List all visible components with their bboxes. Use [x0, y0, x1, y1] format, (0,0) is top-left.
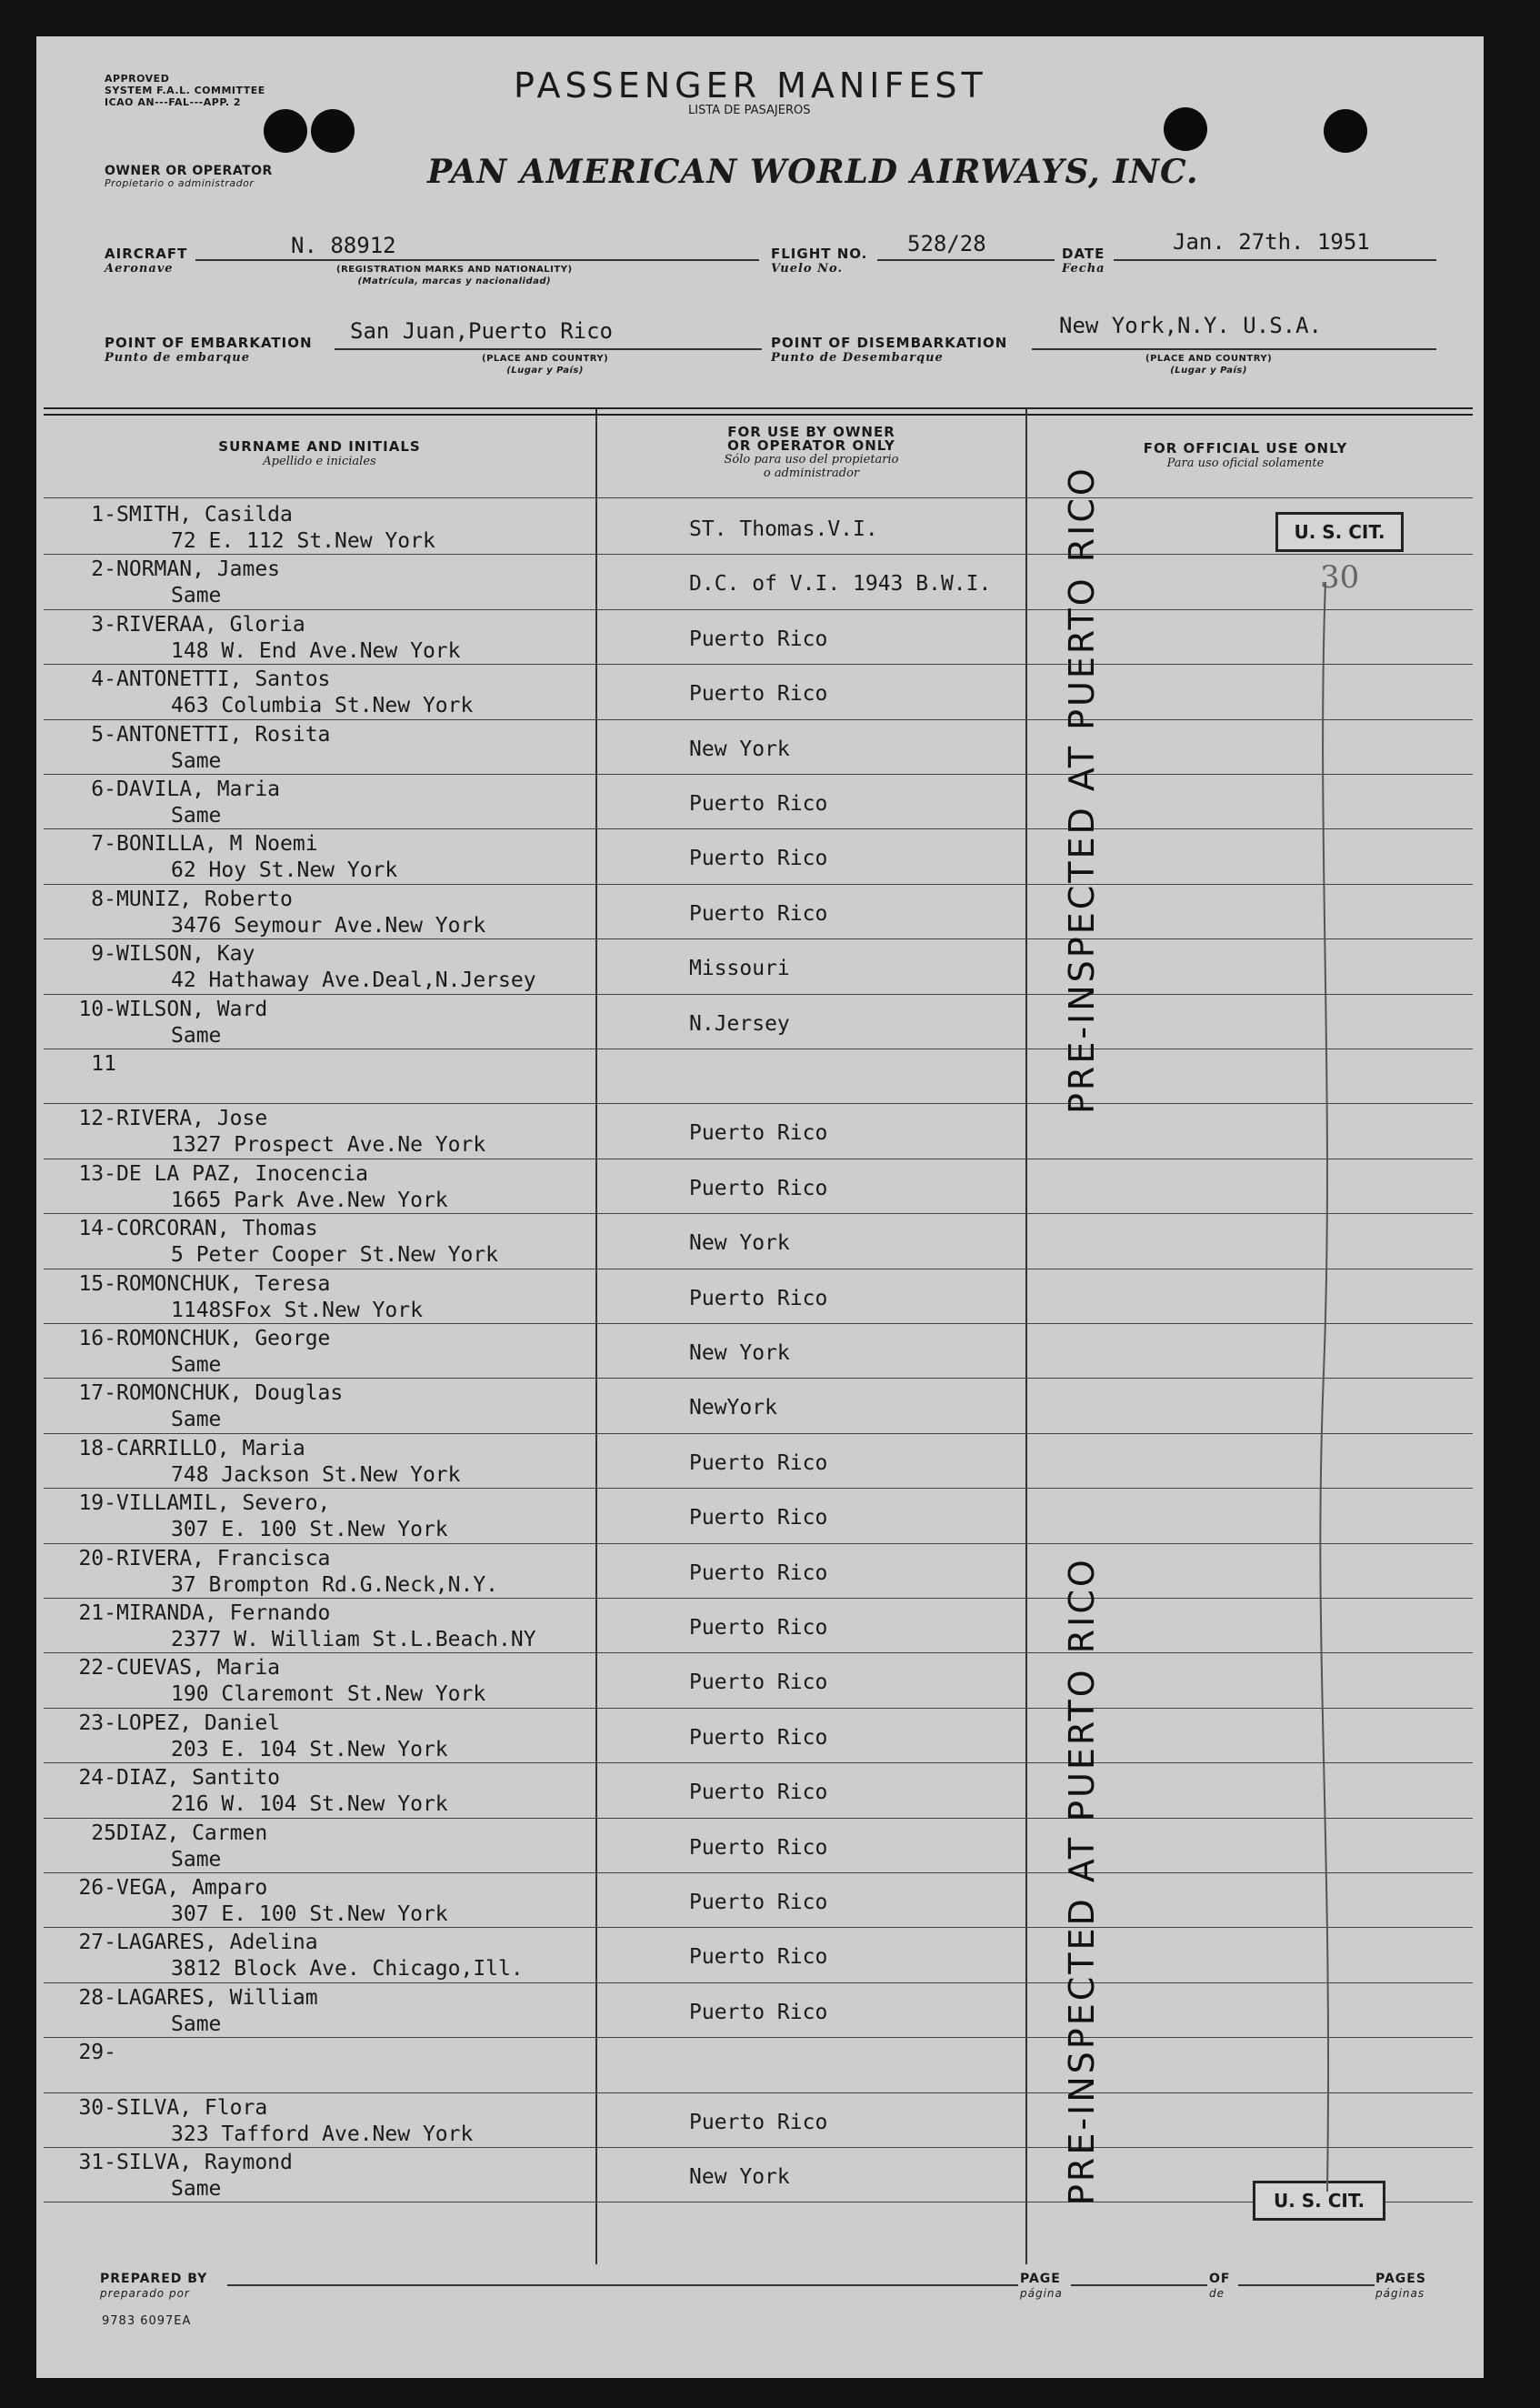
passenger-name: ANTONETTI, Rosita [116, 722, 331, 747]
passenger-address: 3476 Seymour Ave.New York [171, 913, 486, 938]
passenger-origin: Puerto Rico [689, 792, 828, 816]
preinspected-stamp-2: PRE-INSPECTED AT PUERTO RICO [1062, 1557, 1102, 2205]
passenger-origin: Puerto Rico [689, 1891, 828, 1914]
disembark-underline [1032, 348, 1436, 350]
page-underline [1071, 2284, 1207, 2286]
passenger-name: WILSON, Kay [116, 942, 255, 967]
disembark-note: (PLACE AND COUNTRY) (Lugar y País) [1145, 354, 1273, 376]
passenger-origin: ST. Thomas.V.I. [689, 517, 878, 541]
row-number: 13- [78, 1161, 116, 1186]
passenger-origin: Puerto Rico [689, 1121, 828, 1146]
passenger-address: 3812 Block Ave. Chicago,Ill. [171, 1957, 524, 1982]
passenger-address: Same [171, 1353, 222, 1377]
passenger-address: 203 E. 104 St.New York [171, 1737, 448, 1761]
col-header-surname: SURNAME AND INITIALS Apellido e iniciales [218, 438, 421, 468]
passenger-origin: Puerto Rico [689, 627, 828, 651]
table-row [44, 1378, 1473, 1432]
passenger-address: Same [171, 2177, 222, 2201]
passenger-address: 42 Hathaway Ave.Deal,N.Jersey [171, 968, 536, 993]
row-number: 10- [78, 997, 116, 1021]
passenger-origin: Puerto Rico [689, 1560, 828, 1585]
row-number: 29- [78, 2041, 116, 2065]
table-row [44, 1543, 1473, 1598]
disembark-label: POINT OF DISEMBARKATION Punto de Desembarque [771, 335, 1008, 365]
row-number: 21- [78, 1601, 116, 1625]
row-number: 8- [91, 887, 116, 911]
row-number: 28- [78, 1985, 116, 2010]
passenger-name: LAGARES, William [116, 1985, 318, 2010]
passenger-address: 307 E. 100 St.New York [171, 1902, 448, 1926]
page-label: PAGE página [1020, 2272, 1063, 2300]
date-label: DATE Fecha [1062, 246, 1105, 276]
table-row [44, 1159, 1473, 1213]
passenger-origin: Puerto Rico [689, 682, 828, 707]
passenger-origin: N.Jersey [689, 1011, 790, 1036]
approval-block [105, 73, 265, 108]
table-row [44, 1708, 1473, 1762]
handwritten-count: 30 [1320, 559, 1360, 596]
table-row [44, 1103, 1473, 1158]
table-top-rule-2 [44, 414, 1473, 416]
passenger-name: CARRILLO, Maria [116, 1436, 305, 1460]
row-number: 26- [78, 1876, 116, 1900]
passenger-name: DE LA PAZ, Inocencia [116, 1161, 368, 1186]
aircraft-value: N. 88912 [291, 233, 396, 258]
row-number: 1- [91, 503, 116, 527]
row-number: 25 [91, 1821, 116, 1845]
passenger-address: 323 Tafford Ave.New York [171, 2122, 474, 2146]
table-row [44, 1433, 1473, 1488]
passenger-name: RIVERA, Francisca [116, 1546, 331, 1570]
handwritten-mark [1309, 555, 1345, 2210]
passenger-name: SILVA, Raymond [116, 2151, 293, 2174]
passenger-address: 190 Claremont St.New York [171, 1682, 486, 1707]
table-row [44, 1872, 1473, 1927]
row-number: 14- [78, 1217, 116, 1241]
row-number: 11 [91, 1052, 116, 1076]
passenger-origin: Puerto Rico [689, 1450, 828, 1475]
date-value: Jan. 27th. 1951 [1173, 229, 1370, 255]
passenger-name: ROMONCHUK, Douglas [116, 1381, 344, 1406]
header-bottom-rule [44, 497, 1473, 498]
embark-note: (PLACE AND COUNTRY) (Lugar y País) [482, 354, 609, 376]
aircraft-label: AIRCRAFT Aeronave [105, 246, 188, 276]
table-row [44, 1762, 1473, 1817]
punch-hole-3 [1164, 107, 1207, 151]
aircraft-note: (REGISTRATION MARKS AND NATIONALITY) (Matrícula, marcas y nacionalidad) [336, 265, 573, 286]
passenger-origin: Puerto Rico [689, 1616, 828, 1640]
us-cit-stamp-2: U. S. CIT. [1253, 2181, 1385, 2221]
table-row [44, 499, 1473, 554]
embark-underline [335, 348, 762, 350]
passenger-name: SILVA, Flora [116, 2095, 268, 2120]
passenger-name: DIAZ, Santito [116, 1766, 281, 1791]
row-number: 2- [91, 557, 116, 582]
table-row [44, 1598, 1473, 1652]
passenger-name: VILLAMIL, Severo, [116, 1491, 331, 1516]
approval-line-2: SYSTEM F.A.L. COMMITTEE [105, 85, 265, 96]
row-number: 4- [91, 667, 116, 692]
row-number: 17- [78, 1381, 116, 1406]
passenger-address: 307 E. 100 St.New York [171, 1518, 448, 1542]
row-number: 9- [91, 942, 116, 967]
passenger-origin: Puerto Rico [689, 1725, 828, 1750]
passenger-origin: Puerto Rico [689, 1835, 828, 1860]
col-header-official: FOR OFFICIAL USE ONLY Para uso oficial solamente [1143, 440, 1348, 470]
row-number: 24- [78, 1766, 116, 1791]
passenger-address: 2377 W. William St.L.Beach.NY [171, 1628, 536, 1651]
row-number: 18- [78, 1436, 116, 1460]
embark-value: San Juan,Puerto Rico [350, 318, 613, 344]
row-number: 16- [78, 1327, 116, 1350]
passenger-name: VEGA, Amparo [116, 1876, 268, 1900]
preinspected-stamp-1: PRE-INSPECTED AT PUERTO RICO [1062, 466, 1102, 1114]
passenger-name: ROMONCHUK, Teresa [116, 1271, 331, 1296]
passenger-origin: New York [689, 1341, 790, 1365]
punch-hole-1 [264, 109, 307, 153]
passenger-address: Same [171, 1023, 222, 1048]
table-row [44, 938, 1473, 993]
punch-hole-2 [311, 109, 355, 153]
table-row [44, 994, 1473, 1048]
passenger-origin: Puerto Rico [689, 2110, 828, 2134]
passenger-name: ANTONETTI, Santos [116, 667, 331, 692]
table-row [44, 719, 1473, 774]
passenger-origin: New York [689, 737, 790, 761]
passenger-origin: Puerto Rico [689, 1176, 828, 1200]
table-row [44, 1048, 1473, 1103]
passenger-name: MIRANDA, Fernando [116, 1601, 331, 1625]
passenger-name: LOPEZ, Daniel [116, 1711, 281, 1735]
passenger-address: 1327 Prospect Ave.Ne York [171, 1133, 486, 1158]
disembark-value: New York,N.Y. U.S.A. [1059, 313, 1322, 338]
table-row [44, 2037, 1473, 2092]
passenger-origin: Puerto Rico [689, 847, 828, 871]
aircraft-underline [195, 259, 759, 261]
passenger-name: MUNIZ, Roberto [116, 887, 293, 911]
of-label: OF de [1209, 2272, 1231, 2300]
approval-line-1: APPROVED [105, 73, 170, 85]
punch-hole-4 [1324, 109, 1367, 153]
passenger-name: ROMONCHUK, George [116, 1327, 331, 1350]
passenger-address: Same [171, 1408, 222, 1432]
passenger-name: WILSON, Ward [116, 997, 268, 1021]
passenger-address: 1148SFox St.New York [171, 1298, 423, 1322]
passenger-origin: D.C. of V.I. 1943 B.W.I. [689, 572, 992, 597]
row-number: 19- [78, 1491, 116, 1516]
passenger-name: RIVERAA, Gloria [116, 612, 305, 637]
passenger-origin: Puerto Rico [689, 2000, 828, 2024]
passenger-address: 1665 Park Ave.New York [171, 1188, 448, 1212]
table-row [44, 1982, 1473, 2037]
flight-underline [877, 259, 1055, 261]
passenger-name: RIVERA, Jose [116, 1107, 268, 1131]
passenger-origin: Puerto Rico [689, 1781, 828, 1805]
row-number: 30- [78, 2095, 116, 2120]
passenger-address: 216 W. 104 St.New York [171, 1792, 448, 1817]
table-row [44, 1652, 1473, 1707]
row-number: 3- [91, 612, 116, 637]
passenger-address: 748 Jackson St.New York [171, 1462, 461, 1487]
table-row [44, 609, 1473, 664]
table-row [44, 774, 1473, 828]
passenger-name: CUEVAS, Maria [116, 1656, 281, 1681]
table-top-rule-1 [44, 407, 1473, 409]
passenger-address: 5 Peter Cooper St.New York [171, 1243, 499, 1268]
passenger-address: 148 W. End Ave.New York [171, 638, 461, 663]
airline-name: PAN AMERICAN WORLD AIRWAYS, INC. [427, 153, 1199, 191]
row-number: 27- [78, 1931, 116, 1955]
table-row [44, 664, 1473, 718]
row-number: 22- [78, 1656, 116, 1681]
passenger-origin: Missouri [689, 957, 790, 981]
passenger-origin: Puerto Rico [689, 901, 828, 926]
passenger-origin: New York [689, 2165, 790, 2189]
us-cit-stamp-1: U. S. CIT. [1275, 512, 1404, 552]
passenger-address: Same [171, 2012, 222, 2036]
passenger-address: 463 Columbia St.New York [171, 694, 474, 718]
of-underline [1238, 2284, 1375, 2286]
row-number: 7- [91, 832, 116, 857]
flight-label: FLIGHT NO. Vuelo No. [771, 246, 868, 276]
row-number: 20- [78, 1546, 116, 1570]
passenger-name: NORMAN, James [116, 557, 281, 582]
passenger-origin: New York [689, 1231, 790, 1256]
page-title: PASSENGER MANIFEST [514, 65, 987, 105]
passenger-name: DAVILA, Maria [116, 778, 281, 801]
approval-line-3: ICAO AN---FAL---APP. 2 [105, 96, 242, 108]
passenger-address: Same [171, 748, 222, 773]
row-number: 12- [78, 1107, 116, 1131]
table-row [44, 1269, 1473, 1323]
passenger-address: Same [171, 1847, 222, 1871]
passenger-name: LAGARES, Adelina [116, 1931, 318, 1955]
passenger-name: CORCORAN, Thomas [116, 1217, 318, 1241]
table-row [44, 2092, 1473, 2147]
table-row [44, 828, 1473, 883]
table-row [44, 1488, 1473, 1542]
form-code: 9783 6097EA [102, 2314, 192, 2328]
passenger-address: 72 E. 112 St.New York [171, 529, 435, 553]
table-row [44, 1213, 1473, 1268]
passenger-name: SMITH, Casilda [116, 503, 293, 527]
passenger-origin: NewYork [689, 1396, 777, 1420]
row-number: 31- [78, 2151, 116, 2174]
prepared-by-label: PREPARED BY preparado por [100, 2272, 208, 2300]
passenger-origin: Puerto Rico [689, 1286, 828, 1310]
passenger-address: Same [171, 804, 222, 828]
row-number: 15- [78, 1271, 116, 1296]
table-row [44, 1323, 1473, 1378]
flight-value: 528/28 [907, 231, 986, 256]
passenger-name: BONILLA, M Noemi [116, 832, 318, 857]
passenger-address: 37 Brompton Rd.G.Neck,N.Y. [171, 1572, 499, 1597]
passenger-origin: Puerto Rico [689, 1506, 828, 1530]
pages-label: PAGES páginas [1375, 2272, 1426, 2300]
passenger-name: DIAZ, Carmen [116, 1821, 268, 1845]
row-number: 6- [91, 778, 116, 801]
row-number: 5- [91, 722, 116, 747]
passenger-address: Same [171, 584, 222, 608]
page-subtitle: LISTA DE PASAJEROS [688, 104, 811, 117]
date-underline [1114, 259, 1436, 261]
col-header-owner-use: FOR USE BY OWNER OR OPERATOR ONLY Sólo para uso del propietario o administrador [724, 424, 899, 480]
table-row [44, 1818, 1473, 1872]
table-row [44, 884, 1473, 938]
passenger-address: 62 Hoy St.New York [171, 858, 398, 883]
passenger-origin: Puerto Rico [689, 1671, 828, 1695]
embark-label: POINT OF EMBARKATION Punto de embarque [105, 335, 313, 365]
row-number: 23- [78, 1711, 116, 1735]
owner-label: OWNER OR OPERATOR Propietario o administrador [105, 164, 273, 189]
prepared-underline [227, 2284, 1018, 2286]
table-row [44, 1927, 1473, 1982]
passenger-origin: Puerto Rico [689, 1945, 828, 1970]
table-row [44, 554, 1473, 608]
